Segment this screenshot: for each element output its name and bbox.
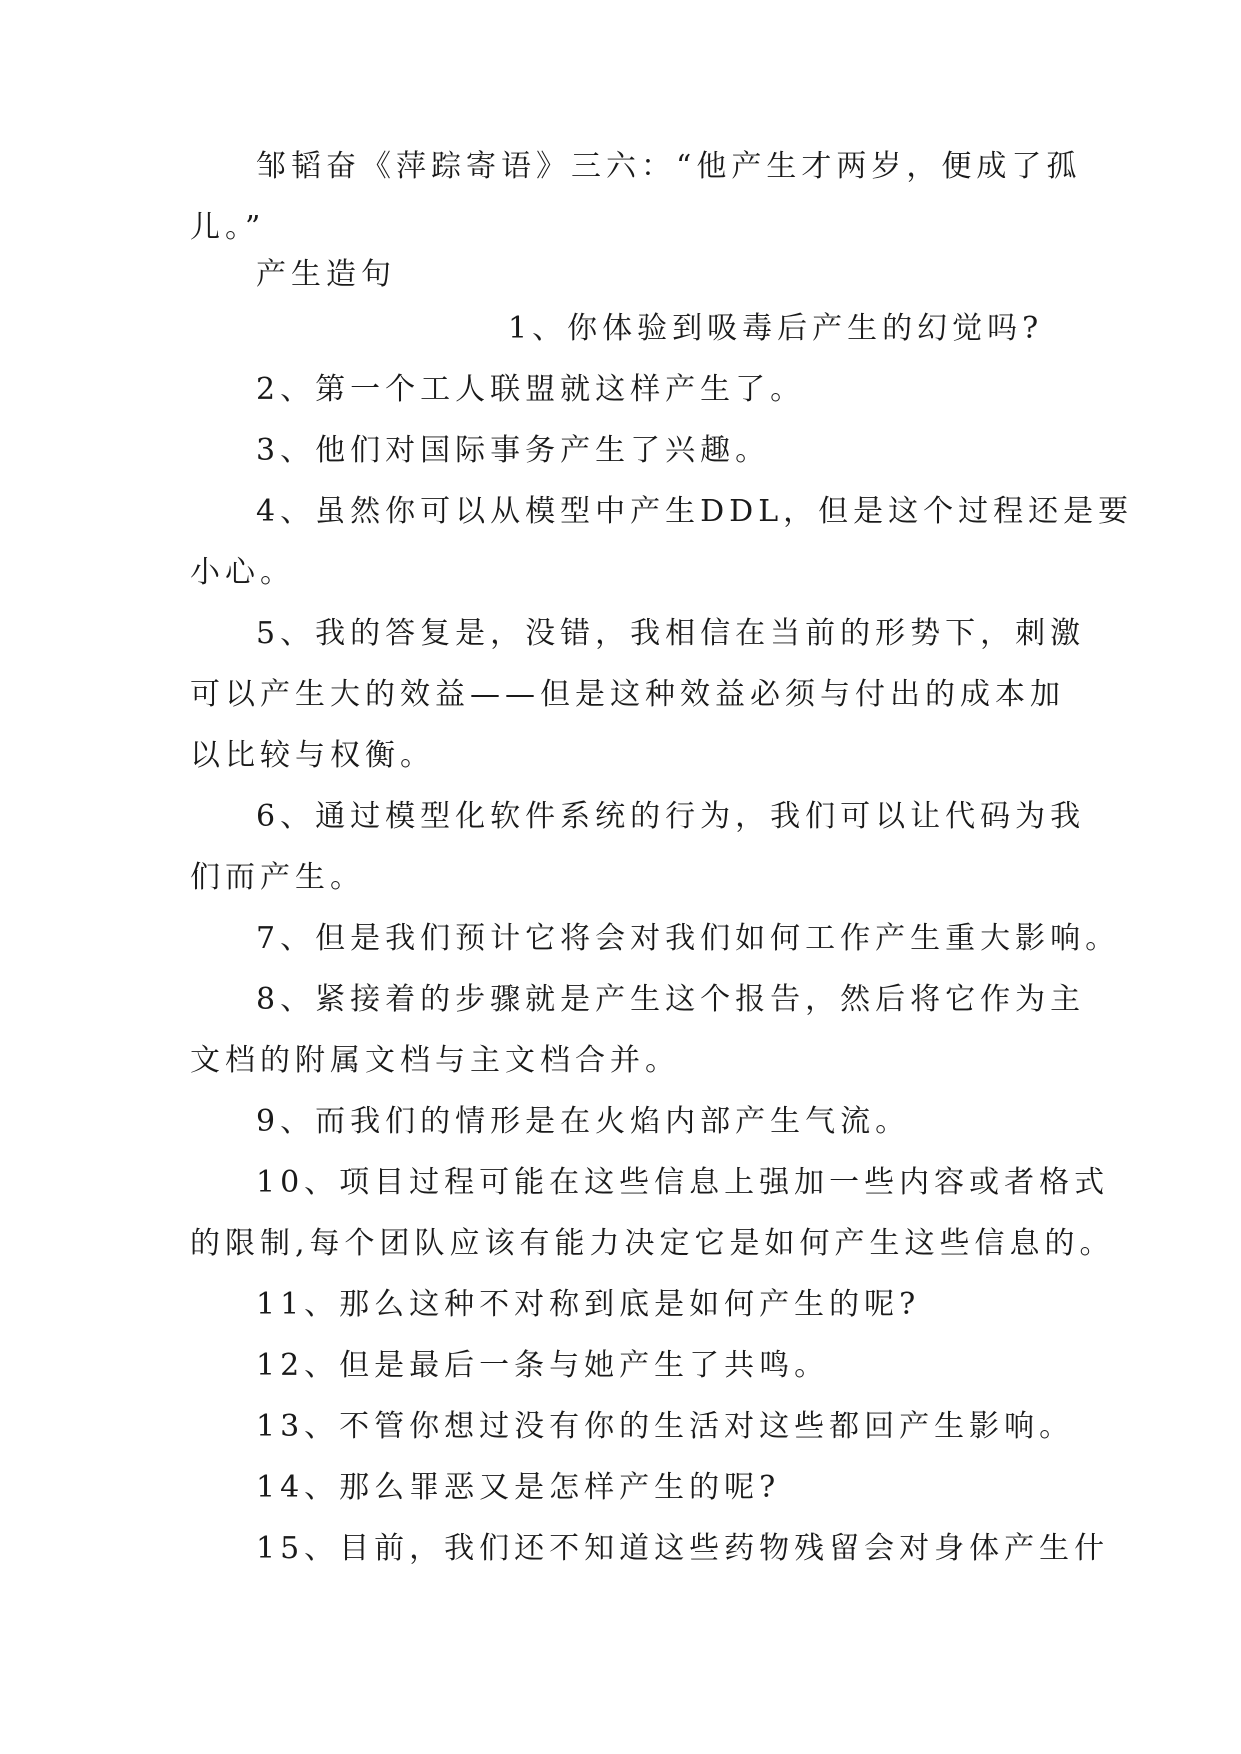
example-item-continuation: 小心。 xyxy=(190,555,295,590)
document-body xyxy=(190,136,1082,258)
example-item: 5、我的答复是，没错，我相信在当前的形势下，刺激 xyxy=(256,616,1086,651)
example-item-continuation: 们而产生。 xyxy=(190,860,365,895)
example-item: 3、他们对国际事务产生了兴趣。 xyxy=(256,433,771,468)
example-item-continuation: 的限制,每个团队应该有能力决定它是如何产生这些信息的。 xyxy=(190,1226,1115,1261)
section-heading: 产生造句 xyxy=(256,257,396,292)
example-item-continuation: 可以产生大的效益——但是这种效益必须与付出的成本加 xyxy=(190,677,1065,712)
text-line: 邹韬奋《萍踪寄语》三六：“他产生才两岁，便成了孤 xyxy=(256,149,1082,184)
example-item: 10、项目过程可能在这些信息上强加一些内容或者格式 xyxy=(256,1165,1110,1200)
example-item: 15、目前，我们还不知道这些药物残留会对身体产生什 xyxy=(256,1531,1110,1566)
example-item: 9、而我们的情形是在火焰内部产生气流。 xyxy=(256,1104,911,1139)
text-line: 儿。” xyxy=(190,210,266,245)
section-heading-block xyxy=(190,244,1050,305)
example-sentences xyxy=(190,298,1134,1579)
example-item: 6、通过模型化软件系统的行为，我们可以让代码为我 xyxy=(256,799,1086,834)
example-item: 7、但是我们预计它将会对我们如何工作产生重大影响。 xyxy=(256,921,1121,956)
example-item: 14、那么罪恶又是怎样产生的呢? xyxy=(256,1470,781,1505)
example-item: 13、不管你想过没有你的生活对这些都回产生影响。 xyxy=(256,1409,1075,1444)
example-item: 11、那么这种不对称到底是如何产生的呢? xyxy=(256,1287,921,1322)
example-item-continuation: 以比较与权衡。 xyxy=(190,738,435,773)
example-item: 2、第一个工人联盟就这样产生了。 xyxy=(256,372,806,407)
example-item: 4、虽然你可以从模型中产生DDL，但是这个过程还是要 xyxy=(256,494,1134,529)
example-item: 12、但是最后一条与她产生了共鸣。 xyxy=(256,1348,830,1383)
example-item: 8、紧接着的步骤就是产生这个报告，然后将它作为主 xyxy=(256,982,1086,1017)
example-item: 1、你体验到吸毒后产生的幻觉吗? xyxy=(508,311,1044,346)
example-item-continuation: 文档的附属文档与主文档合并。 xyxy=(190,1043,680,1078)
